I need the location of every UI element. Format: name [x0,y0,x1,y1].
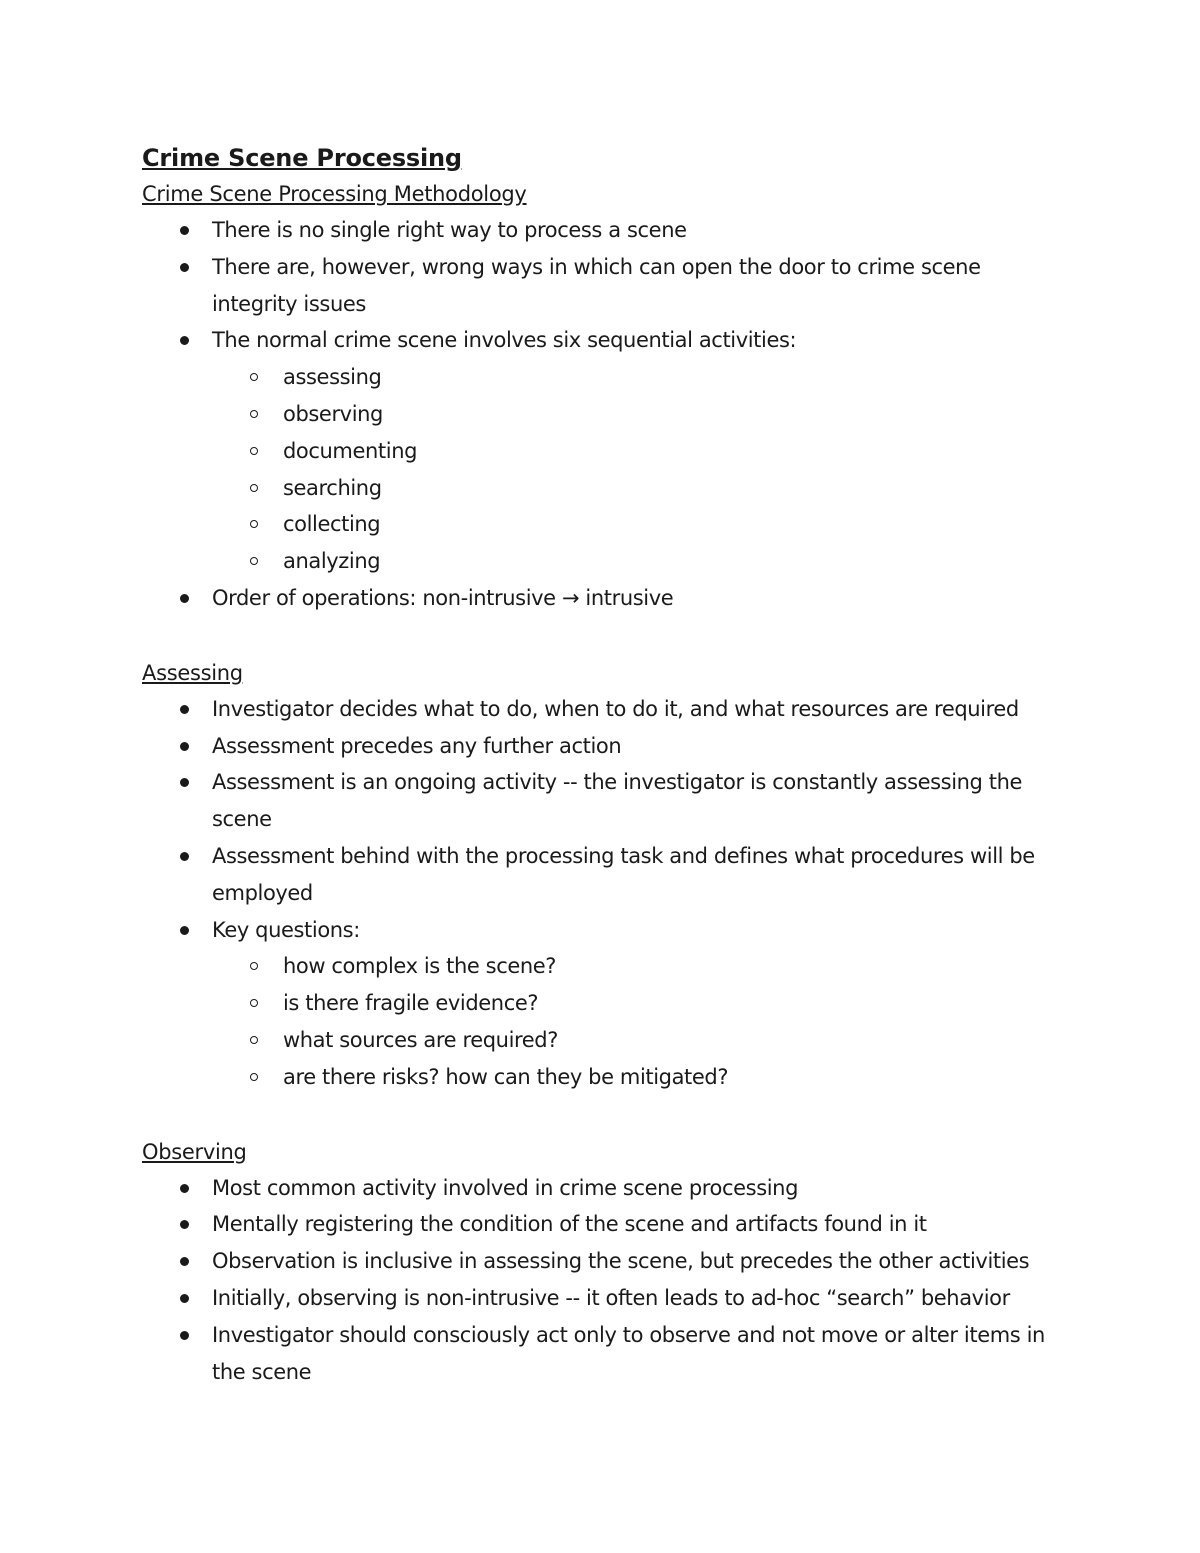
list-item [212,580,1072,617]
list-item [212,838,1072,912]
document-title: Crime Scene Processing [142,144,462,172]
list-item [212,212,1072,249]
hollow-bullet-icon [250,557,258,565]
sub-list-item [283,359,1072,396]
list-item-text: Key questions: [212,917,360,942]
sub-bullet-list [212,948,1072,1095]
sub-list-item [283,433,1072,470]
sub-list-item-text: collecting [283,512,381,537]
filled-bullet-icon [180,705,189,714]
list-item-text: Most common activity involved in crime scene processing [212,1175,799,1200]
hollow-bullet-icon [250,520,258,528]
list-item [212,1280,1072,1317]
hollow-bullet-icon [250,484,258,492]
filled-bullet-icon [180,778,189,787]
sub-list-item [283,543,1072,580]
hollow-bullet-icon [250,999,258,1007]
list-item [212,1170,1072,1207]
bullet-list [142,691,1072,1096]
filled-bullet-icon [180,263,189,272]
sub-list-item [283,1022,1072,1059]
sub-list-item-text: are there risks? how can they be mitigated? [283,1064,729,1089]
hollow-bullet-icon [250,1036,258,1044]
sub-list-item [283,948,1072,985]
filled-bullet-icon [180,852,189,861]
list-item-text: Investigator decides what to do, when to do it, and what resources are required [212,696,1019,721]
sub-list-item-text: observing [283,401,383,426]
filled-bullet-icon [180,1184,189,1193]
list-item-text: Assessment behind with the processing task and defines what procedures will be employed [212,843,1035,905]
bullet-list [142,1170,1072,1391]
filled-bullet-icon [180,1331,189,1340]
sub-list-item [283,396,1072,433]
list-item [212,1317,1072,1391]
sub-list-item [283,470,1072,507]
list-item [212,249,1072,323]
list-item-text: Assessment is an ongoing activity -- the investigator is constantly assessing the scene [212,770,1023,832]
list-item [212,691,1072,728]
filled-bullet-icon [180,742,189,751]
hollow-bullet-icon [250,1073,258,1081]
list-item-text: The normal crime scene involves six sequential activities: [212,328,797,353]
list-item-text: There are, however, wrong ways in which can open the door to crime scene integrity issues [212,254,981,316]
sub-list-item-text: assessing [283,365,382,390]
filled-bullet-icon [180,1294,189,1303]
document-page [142,140,1072,1390]
list-item [212,912,1072,1096]
section-heading: Observing [142,1139,247,1164]
filled-bullet-icon [180,926,189,935]
sub-list-item [283,506,1072,543]
sub-list-item-text: documenting [283,438,418,463]
sub-bullet-list [212,359,1072,580]
list-item [212,1243,1072,1280]
sub-list-item-text: analyzing [283,549,381,574]
sub-list-item-text: how complex is the scene? [283,954,557,979]
section-observing [142,1134,1072,1391]
list-item-text: Initially, observing is non-intrusive -- it often leads to ad-hoc “search” behavior [212,1285,1010,1310]
list-item-text: There is no single right way to process a scene [212,218,687,242]
list-item-text: Assessment precedes any further action [212,733,622,758]
filled-bullet-icon [180,336,189,345]
bullet-list [142,212,1072,617]
hollow-bullet-icon [250,447,258,455]
section-assessing [142,655,1072,1096]
section-methodology [142,176,1072,617]
list-item [212,728,1072,765]
filled-bullet-icon [180,226,189,235]
list-item [212,322,1072,580]
sub-list-item-text: what sources are required? [283,1027,558,1052]
list-item-text: Investigator should consciously act only to observe and not move or alter items in the scene [212,1322,1045,1384]
list-item [212,764,1072,838]
list-item-text: Mentally registering the condition of the scene and artifacts found in it [212,1212,927,1237]
sub-list-item [283,1059,1072,1096]
list-item [212,1206,1072,1243]
list-item-text: Order of operations: non-intrusive → intrusive [212,585,674,610]
sub-list-item-text: searching [283,475,382,500]
section-heading: Assessing [142,660,243,685]
hollow-bullet-icon [250,962,258,970]
filled-bullet-icon [180,1220,189,1229]
list-item-text: Observation is inclusive in assessing the scene, but precedes the other activities [212,1249,1030,1274]
section-heading: Crime Scene Processing Methodology [142,182,527,206]
sub-list-item [283,985,1072,1022]
hollow-bullet-icon [250,410,258,418]
filled-bullet-icon [180,594,189,603]
filled-bullet-icon [180,1257,189,1266]
hollow-bullet-icon [250,373,258,381]
sub-list-item-text: is there fragile evidence? [283,991,539,1016]
